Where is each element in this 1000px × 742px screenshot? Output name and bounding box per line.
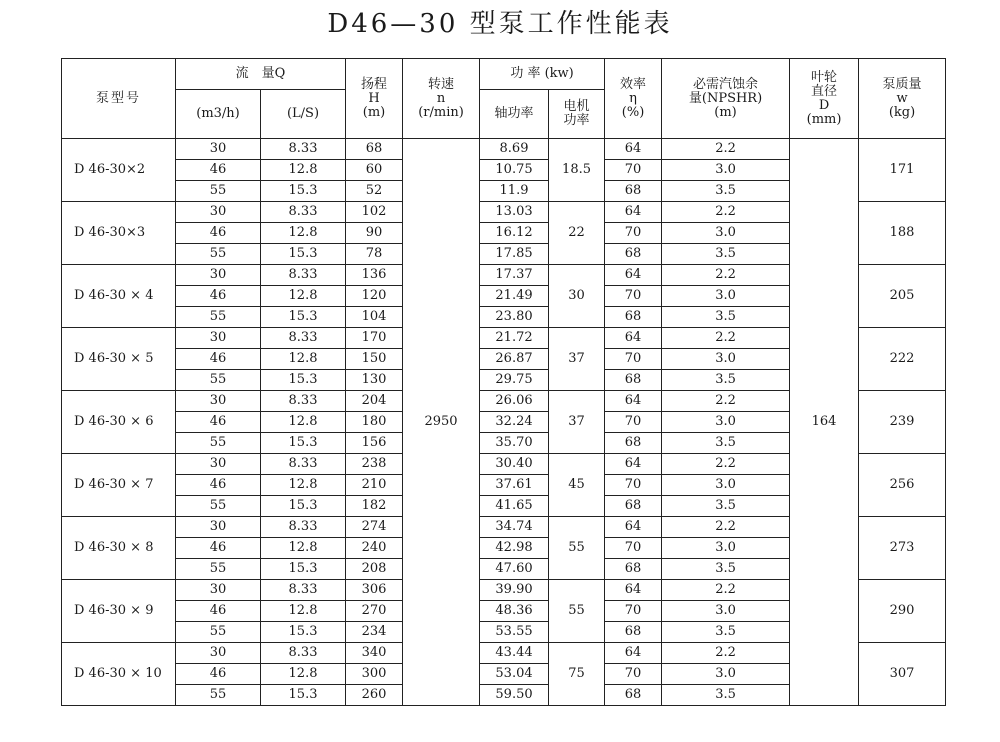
head-cell: 104	[346, 307, 403, 328]
flow-ls-cell: 8.33	[261, 202, 346, 223]
flow-m3h-cell: 30	[176, 517, 261, 538]
flow-m3h-cell: 55	[176, 559, 261, 580]
head-cell: 270	[346, 601, 403, 622]
shaft-power-cell: 48.36	[480, 601, 549, 622]
header-head-line: (m)	[362, 104, 386, 120]
shaft-power-cell: 26.87	[480, 349, 549, 370]
efficiency-cell: 68	[605, 559, 662, 580]
flow-ls-cell: 15.3	[261, 181, 346, 202]
header-impeller-line: (mm)	[806, 111, 842, 127]
head-cell: 120	[346, 286, 403, 307]
header-impeller-line: 直径	[811, 83, 838, 99]
efficiency-cell: 64	[605, 139, 662, 160]
table-header	[62, 59, 946, 139]
npshr-cell: 3.5	[662, 496, 790, 517]
header-speed-line: 转速	[428, 76, 455, 92]
header-mass	[859, 59, 946, 139]
npshr-cell: 3.0	[662, 475, 790, 496]
pump-mass-cell: 205	[859, 265, 946, 328]
shaft-power-cell: 26.06	[480, 391, 549, 412]
header-model: 泵型号	[62, 59, 176, 139]
header-efficiency-line: (%)	[621, 104, 645, 120]
header-speed-line: n	[436, 90, 446, 106]
efficiency-cell: 70	[605, 412, 662, 433]
flow-ls-cell: 15.3	[261, 496, 346, 517]
flow-ls-cell: 8.33	[261, 454, 346, 475]
flow-m3h-cell: 46	[176, 664, 261, 685]
npshr-cell: 3.5	[662, 181, 790, 202]
shaft-power-cell: 42.98	[480, 538, 549, 559]
flow-ls-cell: 8.33	[261, 391, 346, 412]
flow-ls-cell: 12.8	[261, 412, 346, 433]
head-cell: 156	[346, 433, 403, 454]
flow-ls-cell: 12.8	[261, 349, 346, 370]
header-head	[346, 59, 403, 139]
shaft-power-cell: 21.72	[480, 328, 549, 349]
head-cell: 136	[346, 265, 403, 286]
header-impeller-line: 叶轮	[811, 69, 838, 85]
flow-m3h-cell: 30	[176, 265, 261, 286]
flow-ls-cell: 12.8	[261, 664, 346, 685]
efficiency-cell: 70	[605, 286, 662, 307]
shaft-power-cell: 17.37	[480, 265, 549, 286]
npshr-cell: 2.2	[662, 265, 790, 286]
head-cell: 238	[346, 454, 403, 475]
flow-ls-cell: 8.33	[261, 328, 346, 349]
efficiency-cell: 70	[605, 349, 662, 370]
pump-model-cell: D 46-30 × 8	[62, 517, 176, 580]
speed-cell: 2950	[403, 139, 480, 706]
flow-m3h-cell: 30	[176, 454, 261, 475]
flow-m3h-cell: 55	[176, 307, 261, 328]
pump-model-cell: D 46-30 × 5	[62, 328, 176, 391]
efficiency-cell: 70	[605, 223, 662, 244]
head-cell: 260	[346, 685, 403, 706]
shaft-power-cell: 30.40	[480, 454, 549, 475]
npshr-cell: 3.5	[662, 433, 790, 454]
pump-mass-cell: 222	[859, 328, 946, 391]
npshr-cell: 2.2	[662, 580, 790, 601]
header-power: 功 率 (kw)	[480, 59, 605, 90]
flow-m3h-cell: 55	[176, 433, 261, 454]
efficiency-cell: 64	[605, 454, 662, 475]
shaft-power-cell: 41.65	[480, 496, 549, 517]
page-title: D46—30 型泵工作性能表	[327, 9, 673, 39]
shaft-power-cell: 37.61	[480, 475, 549, 496]
motor-power-cell: 37	[549, 391, 605, 454]
shaft-power-cell: 59.50	[480, 685, 549, 706]
header-head-line: H	[368, 90, 380, 106]
header-motor-power-line: 电机	[563, 99, 590, 114]
efficiency-cell: 68	[605, 433, 662, 454]
flow-m3h-cell: 30	[176, 202, 261, 223]
flow-ls-cell: 8.33	[261, 517, 346, 538]
flow-ls-cell: 12.8	[261, 538, 346, 559]
head-cell: 60	[346, 160, 403, 181]
efficiency-cell: 68	[605, 370, 662, 391]
performance-table	[61, 58, 946, 706]
flow-m3h-cell: 46	[176, 286, 261, 307]
flow-m3h-cell: 30	[176, 391, 261, 412]
head-cell: 180	[346, 412, 403, 433]
efficiency-cell: 64	[605, 517, 662, 538]
shaft-power-cell: 34.74	[480, 517, 549, 538]
flow-ls-cell: 12.8	[261, 286, 346, 307]
efficiency-cell: 70	[605, 538, 662, 559]
shaft-power-cell: 23.80	[480, 307, 549, 328]
npshr-cell: 2.2	[662, 139, 790, 160]
head-cell: 208	[346, 559, 403, 580]
efficiency-cell: 64	[605, 580, 662, 601]
header-speed-line: (r/min)	[418, 104, 464, 120]
flow-m3h-cell: 46	[176, 349, 261, 370]
flow-m3h-cell: 30	[176, 643, 261, 664]
head-cell: 306	[346, 580, 403, 601]
shaft-power-cell: 13.03	[480, 202, 549, 223]
impeller-diameter-cell: 164	[790, 139, 859, 706]
motor-power-cell: 75	[549, 643, 605, 706]
head-cell: 182	[346, 496, 403, 517]
shaft-power-cell: 43.44	[480, 643, 549, 664]
pump-model-cell: D 46-30 × 4	[62, 265, 176, 328]
head-cell: 130	[346, 370, 403, 391]
flow-ls-cell: 8.33	[261, 580, 346, 601]
efficiency-cell: 68	[605, 181, 662, 202]
flow-m3h-cell: 46	[176, 475, 261, 496]
pump-mass-cell: 239	[859, 391, 946, 454]
flow-ls-cell: 15.3	[261, 559, 346, 580]
pump-mass-cell: 307	[859, 643, 946, 706]
header-mass-line: (kg)	[888, 104, 916, 120]
pump-model-cell: D 46-30 × 9	[62, 580, 176, 643]
npshr-cell: 3.5	[662, 307, 790, 328]
npshr-cell: 3.5	[662, 622, 790, 643]
efficiency-cell: 64	[605, 391, 662, 412]
flow-m3h-cell: 55	[176, 685, 261, 706]
npshr-cell: 2.2	[662, 202, 790, 223]
header-shaft-power: 轴功率	[480, 90, 549, 139]
flow-m3h-cell: 46	[176, 160, 261, 181]
motor-power-cell: 45	[549, 454, 605, 517]
pump-model-cell: D 46-30×2	[62, 139, 176, 202]
pump-model-cell: D 46-30 × 7	[62, 454, 176, 517]
flow-ls-cell: 8.33	[261, 265, 346, 286]
efficiency-cell: 70	[605, 664, 662, 685]
head-cell: 150	[346, 349, 403, 370]
efficiency-cell: 64	[605, 328, 662, 349]
pump-mass-cell: 273	[859, 517, 946, 580]
head-cell: 170	[346, 328, 403, 349]
flow-ls-cell: 15.3	[261, 685, 346, 706]
npshr-cell: 2.2	[662, 328, 790, 349]
header-efficiency-line: 效率	[620, 76, 647, 92]
head-cell: 210	[346, 475, 403, 496]
flow-ls-cell: 12.8	[261, 601, 346, 622]
flow-m3h-cell: 46	[176, 538, 261, 559]
flow-m3h-cell: 30	[176, 328, 261, 349]
flow-m3h-cell: 55	[176, 622, 261, 643]
shaft-power-cell: 11.9	[480, 181, 549, 202]
motor-power-cell: 37	[549, 328, 605, 391]
head-cell: 204	[346, 391, 403, 412]
table-body	[62, 139, 946, 706]
shaft-power-cell: 10.75	[480, 160, 549, 181]
efficiency-cell: 68	[605, 307, 662, 328]
efficiency-cell: 70	[605, 601, 662, 622]
efficiency-cell: 70	[605, 160, 662, 181]
efficiency-cell: 64	[605, 643, 662, 664]
head-cell: 52	[346, 181, 403, 202]
npshr-cell: 3.5	[662, 685, 790, 706]
npshr-cell: 2.2	[662, 517, 790, 538]
head-cell: 340	[346, 643, 403, 664]
flow-ls-cell: 15.3	[261, 622, 346, 643]
header-motor-power-line: 功率	[563, 113, 590, 128]
head-cell: 90	[346, 223, 403, 244]
flow-m3h-cell: 55	[176, 370, 261, 391]
flow-m3h-cell: 46	[176, 601, 261, 622]
header-flow: 流 量Q	[176, 59, 346, 90]
flow-m3h-cell: 46	[176, 223, 261, 244]
npshr-cell: 2.2	[662, 391, 790, 412]
flow-m3h-cell: 30	[176, 139, 261, 160]
pump-model-cell: D 46-30 × 10	[62, 643, 176, 706]
shaft-power-cell: 39.90	[480, 580, 549, 601]
npshr-cell: 3.0	[662, 538, 790, 559]
motor-power-cell: 18.5	[549, 139, 605, 202]
efficiency-cell: 68	[605, 685, 662, 706]
header-efficiency-line: η	[629, 90, 637, 106]
npshr-cell: 3.5	[662, 370, 790, 391]
head-cell: 240	[346, 538, 403, 559]
header-npshr-line: 必需汽蚀余	[693, 76, 759, 92]
head-cell: 234	[346, 622, 403, 643]
flow-ls-cell: 8.33	[261, 139, 346, 160]
pump-mass-cell: 188	[859, 202, 946, 265]
flow-m3h-cell: 55	[176, 244, 261, 265]
header-impeller-line: D	[818, 97, 830, 113]
flow-ls-cell: 15.3	[261, 370, 346, 391]
efficiency-cell: 68	[605, 244, 662, 265]
efficiency-cell: 68	[605, 496, 662, 517]
npshr-cell: 3.0	[662, 412, 790, 433]
motor-power-cell: 22	[549, 202, 605, 265]
flow-m3h-cell: 55	[176, 496, 261, 517]
shaft-power-cell: 32.24	[480, 412, 549, 433]
efficiency-cell: 64	[605, 265, 662, 286]
head-cell: 68	[346, 139, 403, 160]
header-impeller	[790, 59, 859, 139]
npshr-cell: 3.0	[662, 349, 790, 370]
npshr-cell: 3.0	[662, 223, 790, 244]
pump-mass-cell: 171	[859, 139, 946, 202]
header-efficiency	[605, 59, 662, 139]
motor-power-cell: 55	[549, 517, 605, 580]
flow-m3h-cell: 30	[176, 580, 261, 601]
pump-model-cell: D 46-30 × 6	[62, 391, 176, 454]
flow-ls-cell: 12.8	[261, 223, 346, 244]
npshr-cell: 2.2	[662, 643, 790, 664]
flow-m3h-cell: 55	[176, 181, 261, 202]
header-head-line: 扬程	[361, 76, 388, 92]
shaft-power-cell: 53.55	[480, 622, 549, 643]
head-cell: 274	[346, 517, 403, 538]
header-npshr	[662, 59, 790, 139]
pump-model-cell: D 46-30×3	[62, 202, 176, 265]
flow-m3h-cell: 46	[176, 412, 261, 433]
npshr-cell: 3.5	[662, 244, 790, 265]
header-flow-m3h: (m3/h)	[176, 90, 261, 139]
efficiency-cell: 64	[605, 202, 662, 223]
motor-power-cell: 55	[549, 580, 605, 643]
flow-ls-cell: 12.8	[261, 475, 346, 496]
header-mass-line: 泵质量	[882, 76, 922, 92]
npshr-cell: 2.2	[662, 454, 790, 475]
shaft-power-cell: 35.70	[480, 433, 549, 454]
shaft-power-cell: 8.69	[480, 139, 549, 160]
pump-mass-cell: 290	[859, 580, 946, 643]
npshr-cell: 3.0	[662, 601, 790, 622]
header-flow-ls: (L/S)	[261, 90, 346, 139]
flow-ls-cell: 15.3	[261, 244, 346, 265]
flow-ls-cell: 8.33	[261, 643, 346, 664]
head-cell: 78	[346, 244, 403, 265]
flow-ls-cell: 15.3	[261, 433, 346, 454]
header-npshr-line: (m)	[714, 104, 737, 120]
shaft-power-cell: 47.60	[480, 559, 549, 580]
header-speed	[403, 59, 480, 139]
npshr-cell: 3.0	[662, 664, 790, 685]
shaft-power-cell: 17.85	[480, 244, 549, 265]
head-cell: 102	[346, 202, 403, 223]
head-cell: 300	[346, 664, 403, 685]
efficiency-cell: 70	[605, 475, 662, 496]
header-motor-power	[549, 90, 605, 139]
flow-ls-cell: 12.8	[261, 160, 346, 181]
shaft-power-cell: 29.75	[480, 370, 549, 391]
npshr-cell: 3.0	[662, 286, 790, 307]
shaft-power-cell: 53.04	[480, 664, 549, 685]
table-row	[62, 139, 946, 160]
flow-ls-cell: 15.3	[261, 307, 346, 328]
shaft-power-cell: 21.49	[480, 286, 549, 307]
motor-power-cell: 30	[549, 265, 605, 328]
npshr-cell: 3.5	[662, 559, 790, 580]
header-npshr-line: 量(NPSHR)	[688, 90, 763, 106]
shaft-power-cell: 16.12	[480, 223, 549, 244]
header-mass-line: w	[896, 90, 908, 106]
npshr-cell: 3.0	[662, 160, 790, 181]
pump-mass-cell: 256	[859, 454, 946, 517]
efficiency-cell: 68	[605, 622, 662, 643]
